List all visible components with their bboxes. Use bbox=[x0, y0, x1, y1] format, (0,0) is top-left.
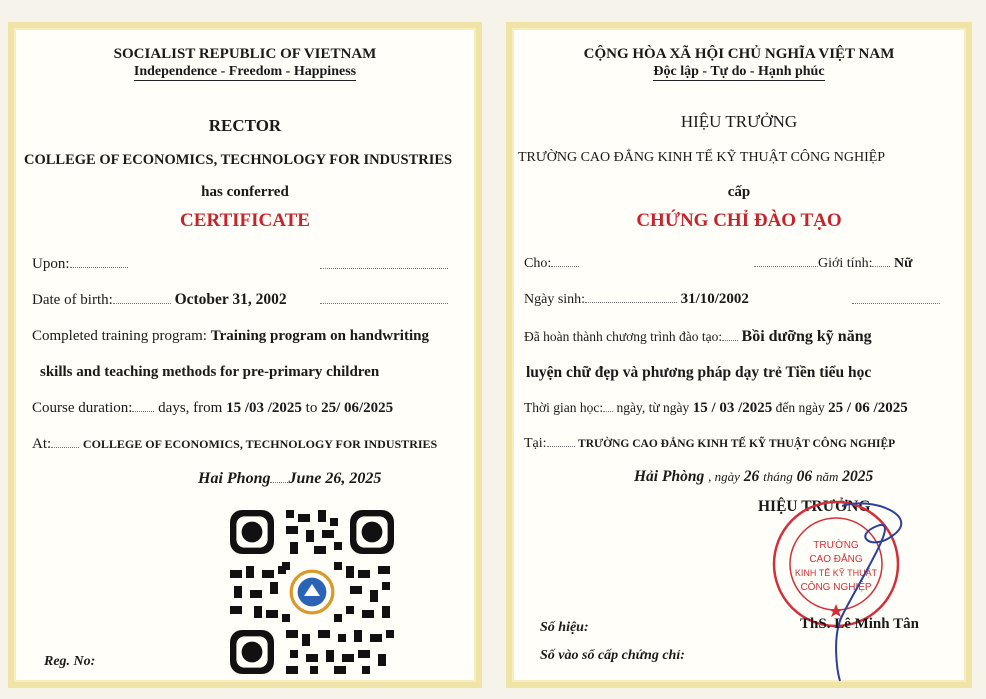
rector-title: RECTOR bbox=[208, 116, 282, 135]
college-name-vi: TRƯỜNG CAO ĐẲNG KINH TẾ KỸ THUẬT CÔNG NGHIỆP bbox=[518, 150, 886, 165]
gender-line-vi: Giới tính: Nữ bbox=[754, 256, 912, 272]
registry-label: Số vào sổ cấp chứng chỉ: bbox=[540, 648, 685, 663]
reg-no-label: Reg. No: bbox=[44, 654, 96, 669]
rector-title-vi: HIỆU TRƯỞNG bbox=[680, 112, 798, 131]
certificate-title-vi: CHỨNG CHỈ ĐÀO TẠO bbox=[636, 210, 842, 231]
dob-value-vi: 31/10/2002 bbox=[680, 291, 749, 307]
duration-line-vi: Thời gian học: ngày, từ ngày 15 / 03 /2025 đến ngày 25 / 06 /2025 bbox=[524, 400, 908, 416]
certificate-vietnamese bbox=[506, 22, 972, 688]
program-line-1: Completed training program: Training program on handwriting bbox=[32, 328, 429, 344]
stamp-line-1: TRƯỜNG bbox=[813, 540, 859, 551]
stamp-line-3: KINH TẾ KỸ THUẬT bbox=[794, 568, 878, 578]
conferred-text-vi: cấp bbox=[727, 184, 751, 200]
motto-vi: Độc lập - Tự do - Hạnh phúc bbox=[653, 64, 825, 79]
nation-title: SOCIALIST REPUBLIC OF VIETNAM bbox=[113, 46, 377, 62]
qr-code bbox=[230, 510, 394, 674]
serial-label: Số hiệu: bbox=[540, 620, 589, 635]
gender-value: Nữ bbox=[893, 256, 913, 271]
stamp-line-4: CÔNG NGHIỆP bbox=[800, 582, 872, 593]
to-line-vi: Cho: bbox=[524, 256, 579, 272]
program-line-2: skills and teaching methods for pre-primary children bbox=[40, 364, 380, 380]
signature bbox=[782, 496, 932, 686]
dob-line: Date of birth: October 31, 2002 bbox=[32, 291, 287, 308]
place-date-vi: Hải Phòng , ngày 26 tháng 06 năm 2025 bbox=[634, 468, 874, 485]
place-date: Hai Phong June 26, 2025 bbox=[198, 470, 382, 487]
program-line-2-vi: luyện chữ đẹp và phương pháp dạy trẻ Tiền tiểu học bbox=[526, 364, 872, 381]
dob-value: October 31, 2002 bbox=[174, 291, 287, 308]
certificate-english bbox=[8, 22, 482, 688]
duration-line: Course duration: days, from 15 /03 /2025 to 25/ 06/2025 bbox=[32, 400, 394, 416]
motto: Independence - Freedom - Happiness bbox=[133, 64, 357, 79]
program-line-1-vi: Đã hoàn thành chương trình đào tạo: Bồi dưỡng kỹ năng bbox=[524, 328, 872, 345]
at-line-vi: Tại: TRƯỜNG CAO ĐẲNG KINH TẾ KỸ THUẬT CÔNG NGHIỆP bbox=[524, 436, 896, 451]
upon-line: Upon: bbox=[32, 256, 128, 273]
signer-name: ThS. Lê Minh Tân bbox=[800, 616, 919, 632]
college-name: COLLEGE OF ECONOMICS, TECHNOLOGY FOR INDUSTRIES bbox=[24, 152, 453, 168]
signer-title: HIỆU TRƯỞNG bbox=[758, 498, 871, 515]
at-line: At: COLLEGE OF ECONOMICS, TECHNOLOGY FOR INDUSTRIES bbox=[32, 436, 438, 452]
nation-title-vi: CỘNG HÒA XÃ HỘI CHỦ NGHĨA VIỆT NAM bbox=[583, 46, 895, 62]
certificate-title: CERTIFICATE bbox=[180, 210, 310, 231]
conferred-text: has conferred bbox=[201, 184, 289, 200]
dob-line-vi: Ngày sinh: 31/10/2002 bbox=[524, 291, 749, 307]
stamp-line-2: CAO ĐẲNG bbox=[809, 554, 863, 565]
